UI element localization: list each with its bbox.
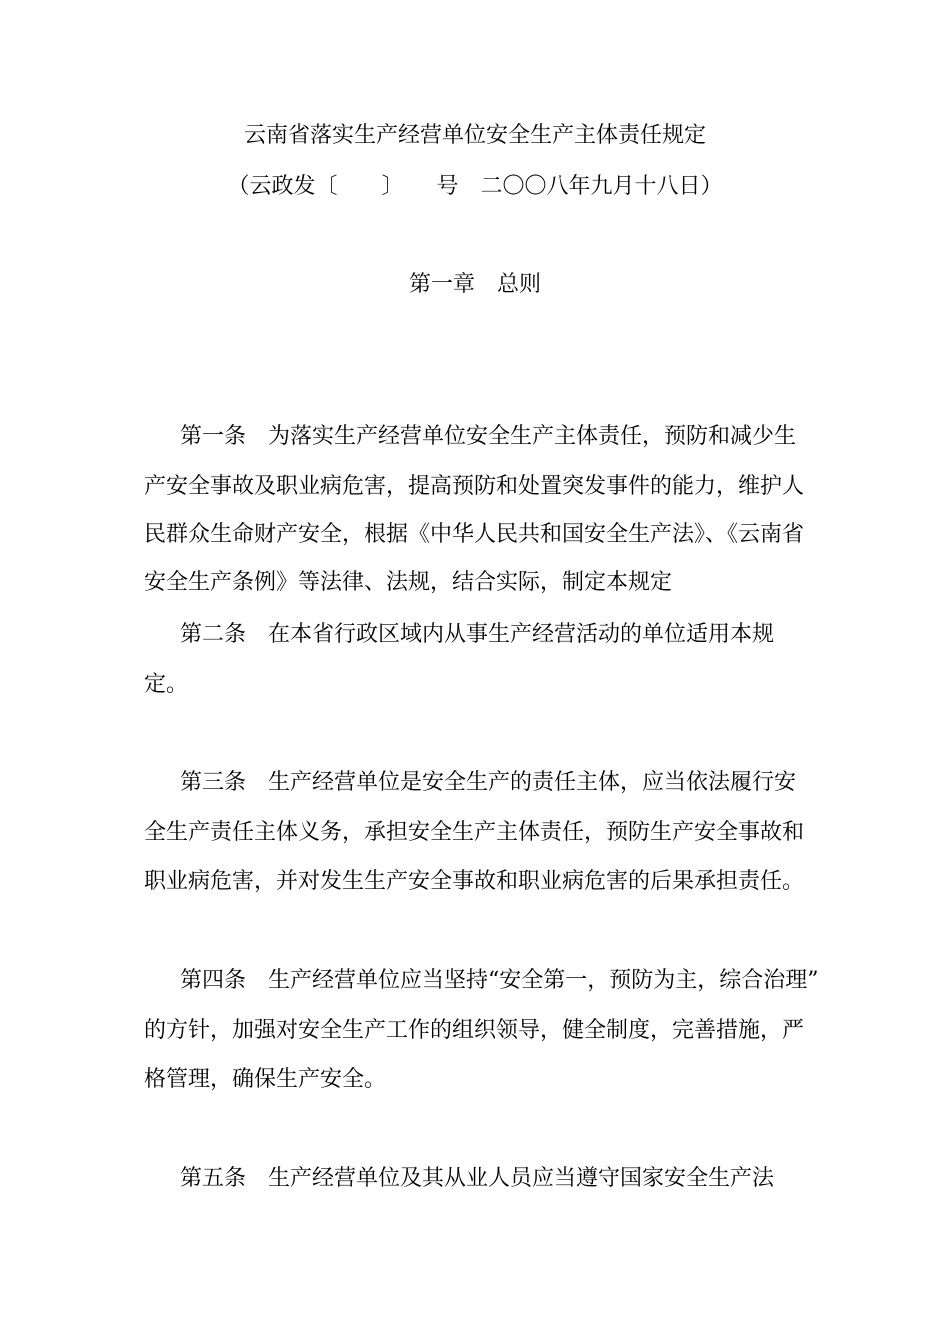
chapter-heading: 第一章 总则 — [408, 272, 541, 297]
article-1-line-2: 产安全事故及职业病危害，提高预防和处置突发事件的能力，维护人 — [144, 474, 805, 499]
article-4-line-3: 格管理，确保生产安全。 — [144, 1067, 387, 1092]
article-3-line-3: 职业病危害，并对发生生产安全事故和职业病危害的后果承担责任。 — [144, 869, 805, 894]
article-5-line-1: 第五条 生产经营单位及其从业人员应当遵守国家安全生产法 — [180, 1166, 775, 1191]
article-4-line-1: 第四条 生产经营单位应当坚持“安全第一，预防为主，综合治理” — [180, 968, 819, 993]
article-2-line-2: 定。 — [144, 672, 189, 697]
article-3-line-2: 全生产责任主体义务，承担安全生产主体责任，预防生产安全事故和 — [144, 820, 805, 845]
article-2-line-1: 第二条 在本省行政区域内从事生产经营活动的单位适用本规 — [180, 622, 775, 647]
document-subtitle: （云政发〔 〕 号 二〇〇八年九月十八日） — [227, 174, 723, 199]
document-title: 云南省落实生产经营单位安全生产主体责任规定 — [243, 123, 706, 148]
article-3-line-1: 第三条 生产经营单位是安全生产的责任主体，应当依法履行安 — [180, 770, 797, 795]
article-1-line-1: 第一条 为落实生产经营单位安全生产主体责任，预防和减少生 — [180, 424, 797, 449]
article-4-line-2: 的方针，加强对安全生产工作的组织领导，健全制度，完善措施，严 — [144, 1018, 805, 1043]
article-1-line-3: 民群众生命财产安全，根据《中华人民共和国安全生产法》、《云南省 — [144, 522, 805, 547]
article-1-line-4: 安全生产条例》等法律、法规，结合实际，制定本规定 — [144, 570, 673, 595]
